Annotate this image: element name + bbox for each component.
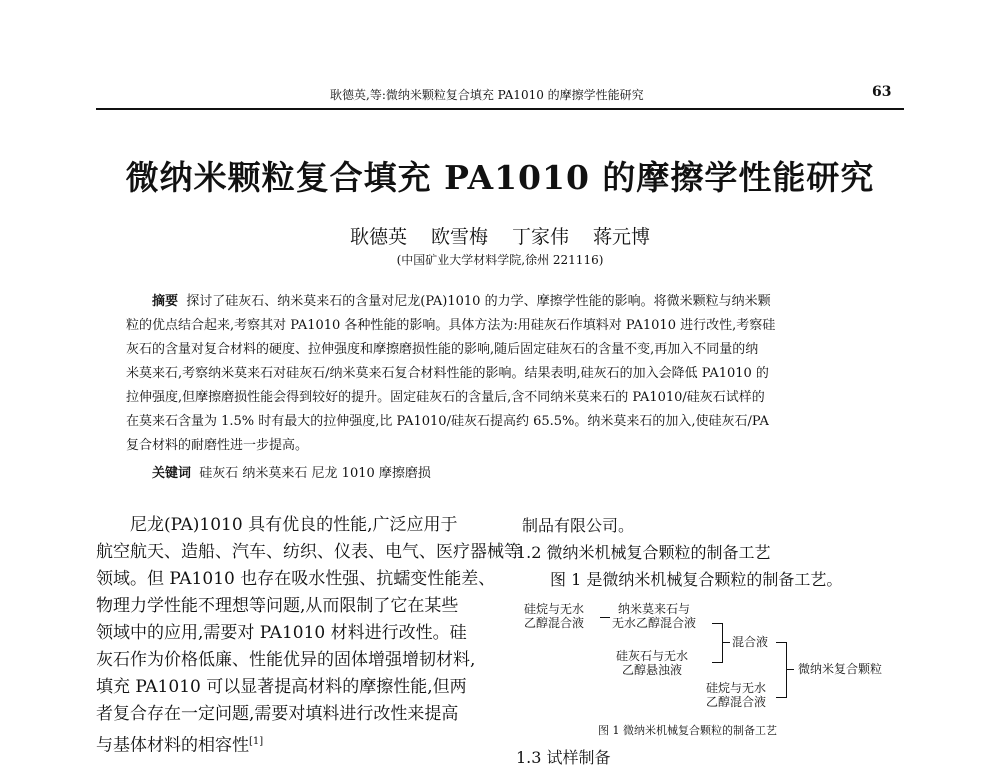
- keywords-label: 关键词: [152, 466, 192, 481]
- body-line-8: 者复合存在一定问题,需要对填料进行改性来提高: [96, 704, 459, 724]
- section-heading-1-3: 1.3 试样制备: [516, 748, 611, 767]
- body-line-9-text: 与基体材料的相容性: [96, 735, 249, 756]
- author-list: 耿德英 欧雪梅 丁家伟 蒋元博: [349, 226, 651, 248]
- node-nano-mullite-line-2: 无水乙醇混合液: [612, 616, 697, 630]
- right-line-1: 制品有限公司。: [522, 516, 635, 535]
- body-line-7: 填充 PA1010 可以显著提高材料的摩擦性能,但两: [96, 677, 467, 697]
- node-silane-2-line-2: 乙醇混合液: [706, 695, 767, 709]
- right-paragraph: 图 1 是微纳米机械复合颗粒的制备工艺。: [550, 570, 843, 589]
- node-silane-1-line-2: 乙醇混合液: [524, 616, 585, 630]
- header-rule: [96, 108, 904, 110]
- running-header: 耿德英,等:微纳米颗粒复合填充 PA1010 的摩擦学性能研究: [330, 88, 644, 102]
- body-line-3: 领域。但 PA1010 也存在吸水性强、抗蠕变性能差、: [96, 569, 496, 589]
- abstract-line-3: 灰石的含量对复合材料的硬度、拉伸强度和摩擦磨损性能的影响,随后固定硅灰石的含量不变,再加入不同量的纳: [126, 342, 759, 357]
- section-heading-1-2: 1.2 微纳米机械复合颗粒的制备工艺: [516, 543, 771, 562]
- affiliation: (中国矿业大学材料学院,徐州 221116): [396, 253, 604, 267]
- abstract-text: 探讨了硅灰石、纳米莫来石的含量对尼龙(PA)1010 的力学、摩擦学性能的影响。将微米颗粒与纳米颗: [186, 294, 771, 309]
- paper-title: 微纳米颗粒复合填充 PA1010 的摩擦学性能研究: [125, 158, 875, 197]
- connector-line: [786, 669, 794, 670]
- node-mix: 混合液: [732, 635, 769, 649]
- abstract-line-4: 米莫来石,考察纳米莫来石对硅灰石/纳米莫来石复合材料性能的影响。结果表明,硅灰石的加入会降低 PA1010 的: [126, 366, 769, 381]
- body-line-9: [96, 728, 263, 760]
- body-line-2: 航空航天、造船、汽车、纺织、仪表、电气、医疗器械等: [96, 542, 521, 562]
- node-wollastonite-line-1: 硅灰石与无水: [616, 649, 689, 663]
- keywords-line: [152, 462, 431, 486]
- node-nano-mullite-line-1: 纳米莫来石与: [618, 602, 691, 616]
- citation-ref: [1]: [249, 736, 264, 747]
- connector-line: [722, 642, 730, 643]
- abstract-line-7: 复合材料的耐磨性进一步提高。: [126, 438, 309, 453]
- node-silane-2-line-1: 硅烷与无水: [706, 681, 767, 695]
- abstract-line-5: 拉伸强度,但摩擦磨损性能会得到较好的提升。固定硅灰石的含量后,含不同纳米莫来石的 PA1010/硅灰石试样的: [126, 390, 765, 405]
- keywords-text: 硅灰石 纳米莫来石 尼龙 1010 摩擦磨损: [199, 466, 431, 481]
- page-number: 63: [872, 84, 892, 100]
- bracket-2: [776, 642, 787, 698]
- body-line-6: 灰石作为价格低廉、性能优异的固体增强增韧材料,: [96, 650, 476, 670]
- abstract-line-1: [152, 290, 771, 314]
- abstract-line-2: 粒的优点结合起来,考察其对 PA1010 各种性能的影响。具体方法为:用硅灰石作填料对 PA1010 进行改性,考察硅: [126, 318, 776, 333]
- abstract-line-6: 在莫来石含量为 1.5% 时有最大的拉伸强度,比 PA1010/硅灰石提高约 65.5%。纳米莫来石的加入,使硅灰石/PA: [126, 414, 769, 429]
- abstract-label: 摘要: [152, 294, 179, 309]
- body-line-1: 尼龙(PA)1010 具有优良的性能,广泛应用于: [130, 515, 458, 535]
- node-wollastonite-line-2: 乙醇悬浊液: [622, 663, 683, 677]
- body-line-4: 物理力学性能不理想等问题,从而限制了它在某些: [96, 596, 459, 616]
- bracket-1: [712, 623, 723, 663]
- body-line-5: 领域中的应用,需要对 PA1010 材料进行改性。硅: [96, 623, 467, 643]
- figure-1-caption: 图 1 微纳米机械复合颗粒的制备工艺: [598, 724, 777, 737]
- connector-line: [600, 617, 610, 618]
- node-product: 微纳米复合颗粒: [798, 662, 883, 676]
- node-silane-1-line-1: 硅烷与无水: [524, 602, 585, 616]
